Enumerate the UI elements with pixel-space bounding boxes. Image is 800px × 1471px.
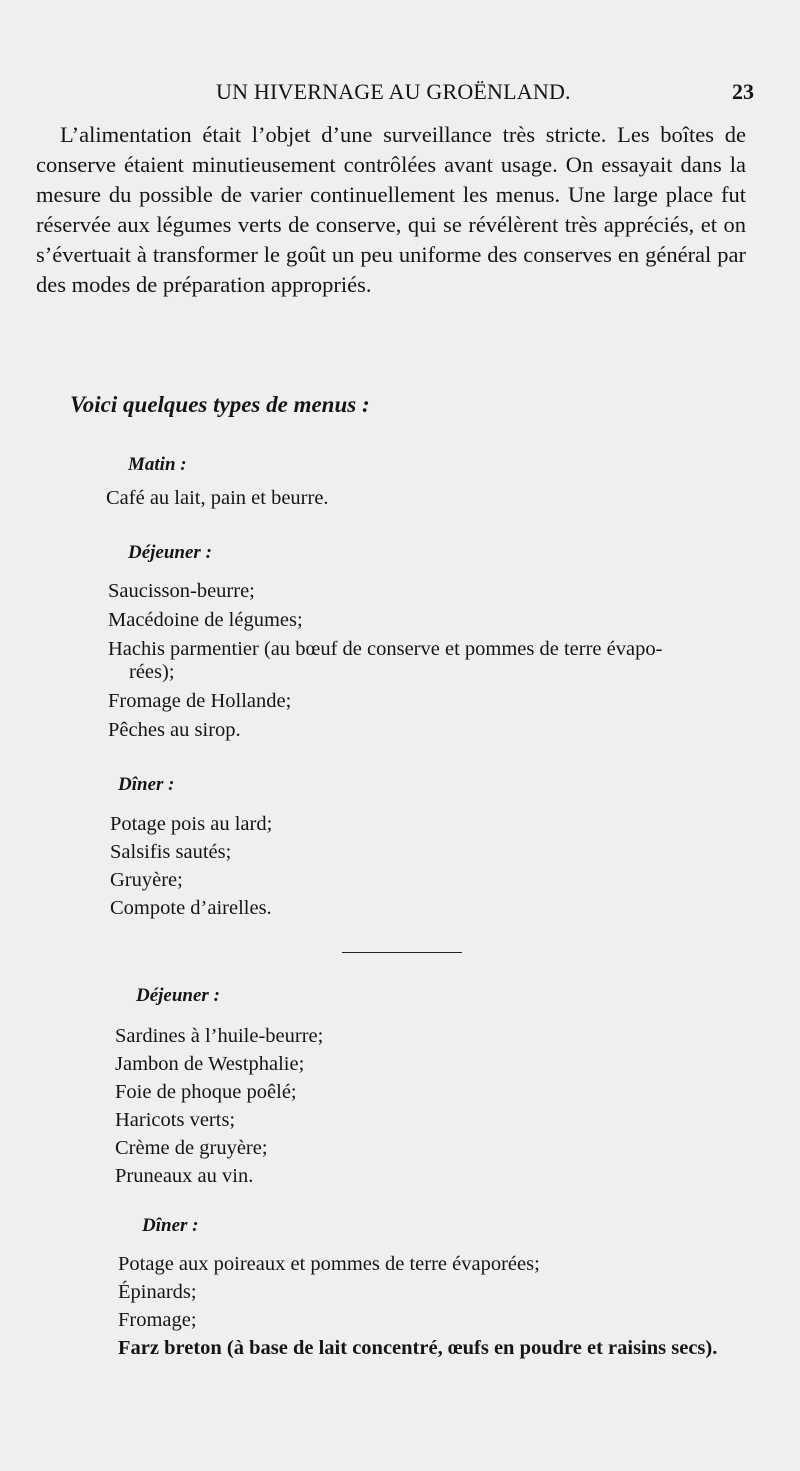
dish-item: Farz breton (à base de lait concentré, œufs en poudre et raisins secs). <box>118 1337 718 1359</box>
dish-item: Crème de gruyère; <box>115 1137 268 1159</box>
dish-item: Pruneaux au vin. <box>115 1165 254 1187</box>
dish-item: Macédoine de légumes; <box>108 609 303 631</box>
dish-item: Fromage; <box>118 1309 197 1331</box>
dish-item: Hachis parmentier (au bœuf de conserve et pommes de terre évapo- <box>108 638 663 660</box>
meal-title-dejeuner: Déjeuner : <box>128 542 212 563</box>
page-number: 23 <box>732 79 754 104</box>
dish-item: Épinards; <box>118 1281 197 1303</box>
dish-item: Salsifis sautés; <box>110 841 232 863</box>
meal-title-matin: Matin : <box>128 454 187 475</box>
dish-item: Sardines à l’huile-beurre; <box>115 1025 324 1047</box>
running-header <box>36 79 754 109</box>
dish-item: Pêches au sirop. <box>108 719 241 741</box>
dish-item: Potage pois au lard; <box>110 813 273 835</box>
dish-item: rées); <box>129 661 175 683</box>
dish-item: Gruyère; <box>110 869 183 891</box>
dish-item: Café au lait, pain et beurre. <box>106 487 329 509</box>
dish-item: Haricots verts; <box>115 1109 236 1131</box>
dish-item: Jambon de Westphalie; <box>115 1053 305 1075</box>
dish-item: Fromage de Hollande; <box>108 690 292 712</box>
running-title: UN HIVERNAGE AU GROËNLAND. <box>216 79 571 104</box>
dish-item: Foie de phoque poêlé; <box>115 1081 297 1103</box>
meal-title-diner: Dîner : <box>118 774 175 795</box>
dish-item: Potage aux poireaux et pommes de terre évaporées; <box>118 1253 540 1275</box>
dish-item: Compote d’airelles. <box>110 897 272 919</box>
section-separator <box>342 952 462 953</box>
meal-title-dejeuner: Déjeuner : <box>136 985 220 1006</box>
intro-paragraph: L’alimentation était l’objet d’une surveillance très stricte. Les boîtes de conserve étaient minutieusement contrôlées avant usage. On essayait dans la mesure du possible de varier continuellement les menus. Une large place fut réservée aux légumes verts de conserve, qui se révélèrent très appréciés, et on s’évertuait à transformer le goût un peu uniforme des conserves en général par des modes de préparation appropriés. <box>36 122 746 297</box>
meal-title-diner: Dîner : <box>142 1215 199 1236</box>
menus-lead: Voici quelques types de menus : <box>70 392 370 417</box>
dish-item: Saucisson-beurre; <box>108 580 255 602</box>
